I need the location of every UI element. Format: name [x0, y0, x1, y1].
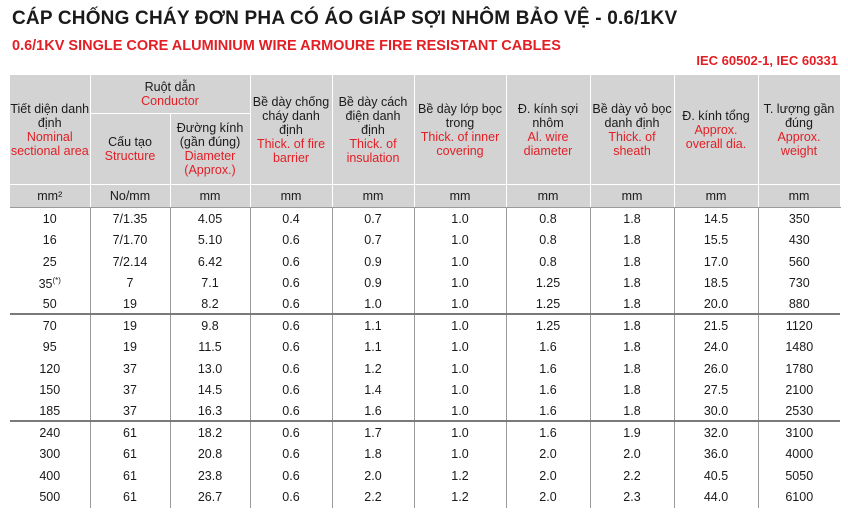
table-row — [10, 294, 840, 314]
table-cell: 19 — [90, 294, 170, 314]
table-cell: 6100 — [758, 487, 840, 509]
table-cell: 0.6 — [250, 230, 332, 252]
table-cell: 430 — [758, 230, 840, 252]
table-cell: 1.8 — [590, 337, 674, 359]
table-cell: 1.25 — [506, 294, 590, 314]
table-cell: 1.0 — [414, 337, 506, 359]
table-row — [10, 251, 840, 273]
table-cell: 61 — [90, 465, 170, 487]
unit-weight: mm — [758, 185, 840, 208]
table-cell: 0.6 — [250, 337, 332, 359]
table-cell: 120 — [39, 361, 61, 376]
table-cell: 1.0 — [414, 358, 506, 380]
table-cell: 24.0 — [674, 337, 758, 359]
table-cell: 36.0 — [674, 444, 758, 466]
table-cell: 560 — [758, 251, 840, 273]
table-row — [10, 337, 840, 359]
table-cell: 11.5 — [170, 337, 250, 359]
table-cell: 0.6 — [250, 314, 332, 337]
table-cell: 61 — [90, 444, 170, 466]
table-cell: 4.05 — [170, 208, 250, 230]
unit-insulation: mm — [332, 185, 414, 208]
table-cell: 350 — [758, 208, 840, 230]
table-row — [10, 401, 840, 421]
unit-diameter: mm — [170, 185, 250, 208]
table-cell: 1.6 — [332, 401, 414, 421]
table-cell: 5050 — [758, 465, 840, 487]
table-cell: 1.25 — [506, 314, 590, 337]
table-cell: 3100 — [758, 421, 840, 444]
table-cell: 0.6 — [250, 401, 332, 421]
table-cell: 1.0 — [414, 208, 506, 230]
table-cell: 20.8 — [170, 444, 250, 466]
table-cell: 6.42 — [170, 251, 250, 273]
page-title-en: 0.6/1KV SINGLE CORE ALUMINIUM WIRE ARMOURE FIRE RESISTANT CABLES — [12, 38, 561, 54]
table-cell: 5.10 — [170, 230, 250, 252]
table-cell: 14.5 — [170, 380, 250, 402]
table-cell: 1.0 — [414, 421, 506, 444]
table-cell: 0.9 — [332, 251, 414, 273]
header-fire-barrier: Bề dày chống cháy danh định Thick. of fire barrier — [250, 75, 332, 185]
table-cell: 9.8 — [170, 314, 250, 337]
table-cell: 7/2.14 — [90, 251, 170, 273]
table-cell: 1.8 — [590, 208, 674, 230]
table-cell: 2530 — [758, 401, 840, 421]
table-cell: 0.6 — [250, 487, 332, 509]
table-cell: 1.0 — [414, 314, 506, 337]
table-cell: 7/1.70 — [90, 230, 170, 252]
unit-structure: No/mm — [90, 185, 170, 208]
table-cell: 14.5 — [674, 208, 758, 230]
table-cell: 16 — [42, 233, 57, 248]
table-row — [10, 444, 840, 466]
table-cell: 15.5 — [674, 230, 758, 252]
table-cell: 1480 — [758, 337, 840, 359]
table-cell: 1.0 — [332, 294, 414, 314]
header-area: Tiết diện danh định Nominal sectional area — [10, 75, 90, 185]
table-cell: 0.9 — [332, 273, 414, 295]
table-cell: 1.8 — [590, 358, 674, 380]
table-cell: 1.4 — [332, 380, 414, 402]
unit-area: mm² — [10, 185, 90, 208]
table-cell: 19 — [90, 337, 170, 359]
table-cell: 0.7 — [332, 230, 414, 252]
table-cell: 2.3 — [590, 487, 674, 509]
table-cell: 13.0 — [170, 358, 250, 380]
table-cell: 0.6 — [250, 465, 332, 487]
table-cell: 400 — [39, 468, 61, 483]
table-cell: 0.4 — [250, 208, 332, 230]
table-cell: 20.0 — [674, 294, 758, 314]
table-cell: 21.5 — [674, 314, 758, 337]
table-cell: 37 — [90, 380, 170, 402]
table-cell: 1.6 — [506, 421, 590, 444]
table-cell: 1780 — [758, 358, 840, 380]
table-cell: 1.2 — [414, 487, 506, 509]
table-cell: 1.8 — [590, 251, 674, 273]
table-cell: 70 — [42, 318, 57, 333]
unit-overall-dia: mm — [674, 185, 758, 208]
table-cell: 2.0 — [332, 465, 414, 487]
table-cell: 1.0 — [414, 444, 506, 466]
table-cell: 1.6 — [506, 337, 590, 359]
table-cell: 0.6 — [250, 380, 332, 402]
table-cell: 1.6 — [506, 380, 590, 402]
table-cell: 7.1 — [170, 273, 250, 295]
table-cell: 10 — [42, 211, 57, 226]
table-cell: 1.0 — [414, 230, 506, 252]
table-cell: 7 — [90, 273, 170, 295]
table-cell: 0.6 — [250, 444, 332, 466]
table-cell: 1.1 — [332, 337, 414, 359]
table-cell: 2100 — [758, 380, 840, 402]
table-cell: 44.0 — [674, 487, 758, 509]
table-row — [10, 465, 840, 487]
table-cell: 0.7 — [332, 208, 414, 230]
table-cell: 1.8 — [332, 444, 414, 466]
table-cell: 17.0 — [674, 251, 758, 273]
header-insulation: Bề dày cách điện danh định Thick. of insulation — [332, 75, 414, 185]
table-cell: 32.0 — [674, 421, 758, 444]
table-cell: 95 — [42, 340, 57, 355]
header-overall-dia: Đ. kính tổng Approx. overall dia. — [674, 75, 758, 185]
unit-sheath: mm — [590, 185, 674, 208]
table-cell: 240 — [39, 425, 61, 440]
table-cell: 1.8 — [590, 294, 674, 314]
table-cell: 0.6 — [250, 358, 332, 380]
table-cell: 37 — [90, 358, 170, 380]
table-cell: 1.8 — [590, 230, 674, 252]
table-cell: 1.1 — [332, 314, 414, 337]
table-cell: 23.8 — [170, 465, 250, 487]
table-cell: 300 — [39, 447, 61, 462]
table-cell: 1.0 — [414, 273, 506, 295]
header-sheath: Bề dày vỏ bọc danh định Thick. of sheath — [590, 75, 674, 185]
table-cell: 40.5 — [674, 465, 758, 487]
table-cell: 61 — [90, 487, 170, 509]
table-cell: 2.2 — [332, 487, 414, 509]
table-cell: 1.25 — [506, 273, 590, 295]
table-cell: 1.8 — [590, 273, 674, 295]
table-row — [10, 358, 840, 380]
table-cell: 35(*) — [38, 275, 61, 291]
table-cell: 0.8 — [506, 251, 590, 273]
table-cell: 730 — [758, 273, 840, 295]
unit-inner-covering: mm — [414, 185, 506, 208]
table-cell: 1.0 — [414, 251, 506, 273]
standard-reference: IEC 60502-1, IEC 60331 — [696, 53, 838, 68]
table-cell: 1120 — [758, 314, 840, 337]
table-cell: 1.2 — [414, 465, 506, 487]
table-cell: 1.8 — [590, 314, 674, 337]
header-wire-diameter: Đ. kính sợi nhôm Al. wire diameter — [506, 75, 590, 185]
table-cell: 1.0 — [414, 380, 506, 402]
table-cell: 0.8 — [506, 230, 590, 252]
table-row — [10, 208, 840, 230]
table-cell: 1.8 — [590, 380, 674, 402]
table-cell: 16.3 — [170, 401, 250, 421]
table-cell: 18.5 — [674, 273, 758, 295]
table-cell: 1.0 — [414, 294, 506, 314]
table-cell: 8.2 — [170, 294, 250, 314]
table-cell: 27.5 — [674, 380, 758, 402]
table-row — [10, 273, 840, 295]
cable-spec-table — [10, 75, 841, 508]
table-cell: 1.7 — [332, 421, 414, 444]
header-conductor: Ruột dẫn Conductor — [90, 75, 250, 114]
table-cell: 1.2 — [332, 358, 414, 380]
table-cell: 0.6 — [250, 273, 332, 295]
table-cell: 18.2 — [170, 421, 250, 444]
table-cell: 500 — [39, 490, 61, 505]
table-cell: 2.0 — [506, 465, 590, 487]
table-cell: 7/1.35 — [90, 208, 170, 230]
header-inner-covering: Bề dày lớp bọc trong Thick. of inner covering — [414, 75, 506, 185]
table-cell: 1.9 — [590, 421, 674, 444]
table-body — [10, 208, 840, 509]
table-row — [10, 380, 840, 402]
table-cell: 61 — [90, 421, 170, 444]
table-cell: 1.0 — [414, 401, 506, 421]
page-title-vn: CÁP CHỐNG CHÁY ĐƠN PHA CÓ ÁO GIÁP SỢI NHÔM BẢO VỆ - 0.6/1KV — [12, 8, 678, 29]
footnote-mark: (*) — [52, 275, 61, 285]
table-cell: 0.8 — [506, 208, 590, 230]
table-cell: 1.6 — [506, 358, 590, 380]
table-cell: 26.7 — [170, 487, 250, 509]
header-diameter: Đường kính (gần đúng) Diameter (Approx.) — [170, 114, 250, 185]
table-cell: 0.6 — [250, 421, 332, 444]
table-cell: 4000 — [758, 444, 840, 466]
table-row — [10, 314, 840, 337]
table-cell: 30.0 — [674, 401, 758, 421]
table-cell: 0.6 — [250, 251, 332, 273]
table-row — [10, 487, 840, 509]
unit-fire-barrier: mm — [250, 185, 332, 208]
table-cell: 0.6 — [250, 294, 332, 314]
table-cell: 2.0 — [506, 444, 590, 466]
table-cell: 2.2 — [590, 465, 674, 487]
table-cell: 37 — [90, 401, 170, 421]
table-cell: 2.0 — [506, 487, 590, 509]
table-cell: 2.0 — [590, 444, 674, 466]
table-cell: 19 — [90, 314, 170, 337]
header-weight: T. lượng gần đúng Approx. weight — [758, 75, 840, 185]
table-cell: 1.6 — [506, 401, 590, 421]
table-row — [10, 421, 840, 444]
unit-wire-diameter: mm — [506, 185, 590, 208]
table-cell: 1.8 — [590, 401, 674, 421]
table-cell: 26.0 — [674, 358, 758, 380]
table-cell: 50 — [10, 294, 90, 314]
header-structure: Cấu tạo Structure — [90, 114, 170, 185]
table-cell: 880 — [758, 294, 840, 314]
table-row — [10, 230, 840, 252]
table-cell: 25 — [42, 254, 57, 269]
table-cell: 185 — [10, 401, 90, 421]
table-cell: 150 — [39, 383, 61, 398]
